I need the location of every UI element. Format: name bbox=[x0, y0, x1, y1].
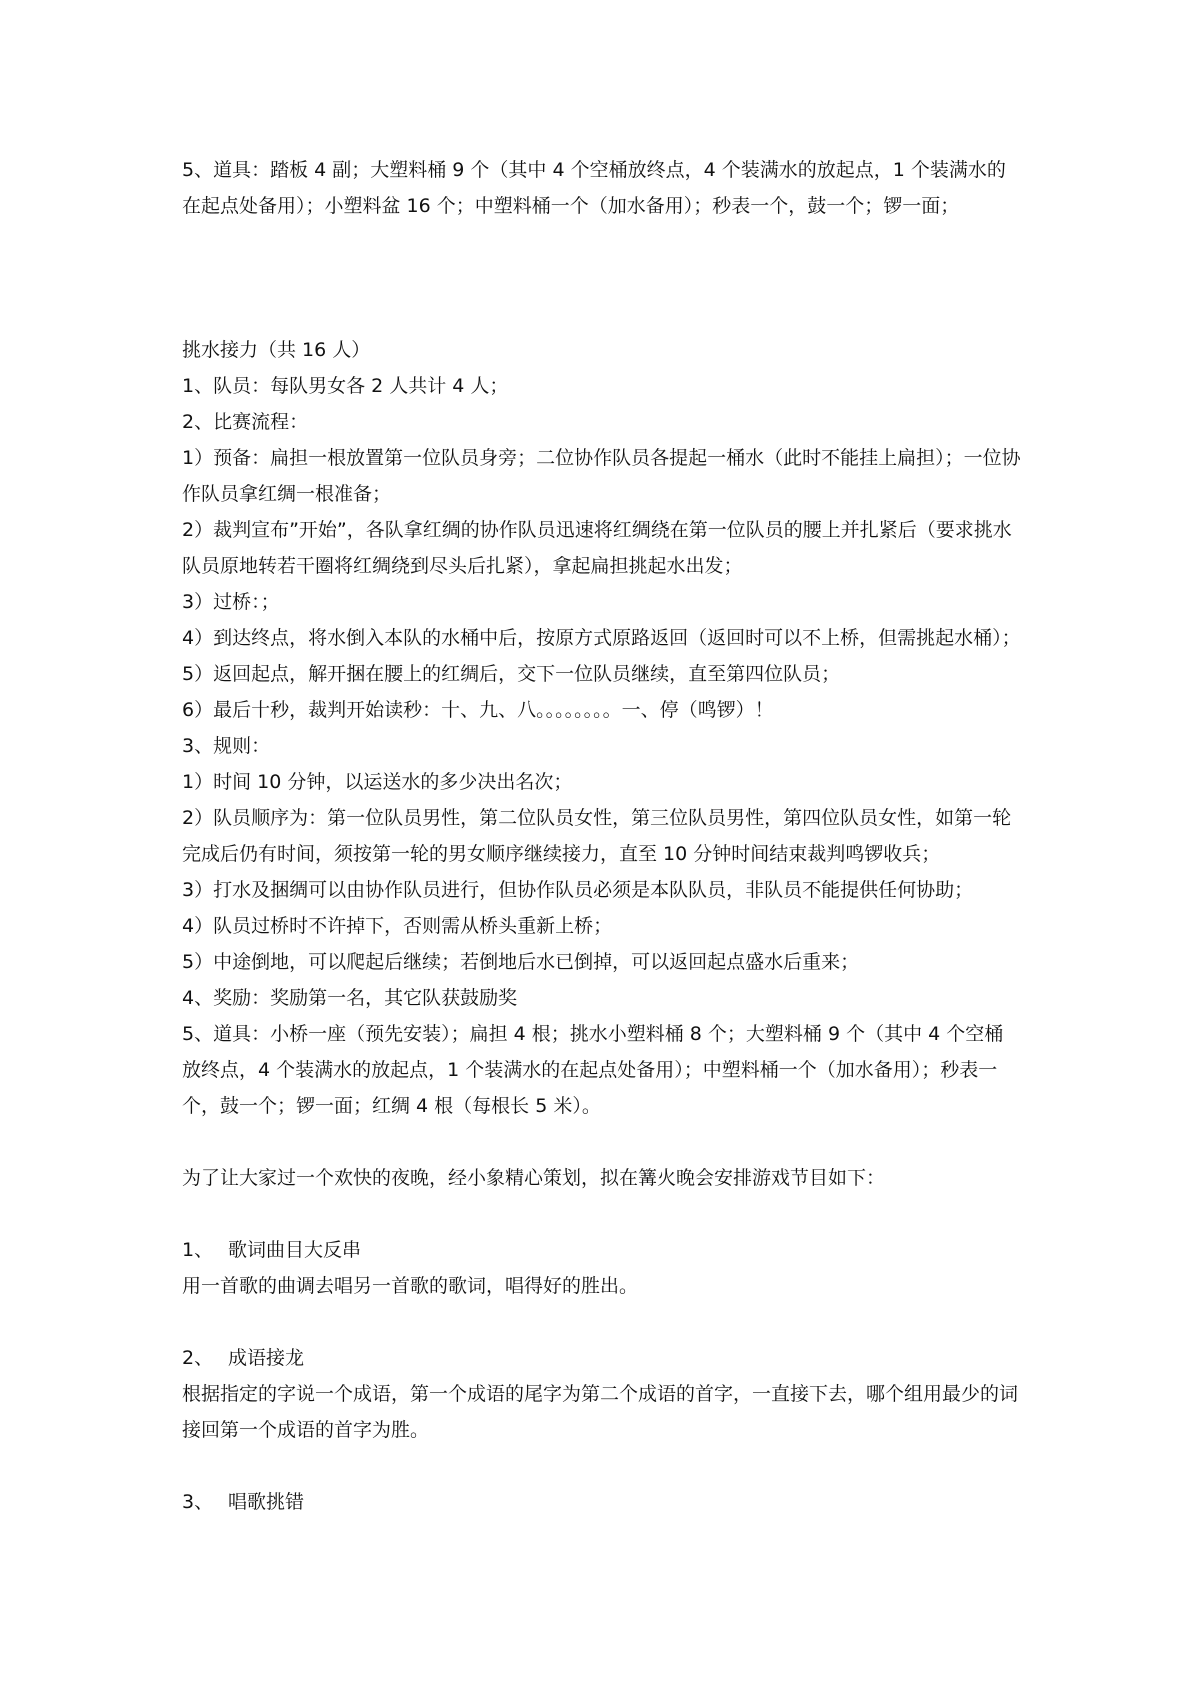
game-2-number: 2、 bbox=[182, 1347, 214, 1369]
relay-flow-step-1: 1）预备：扁担一根放置第一位队员身旁；二位协作队员各提起一桶水（此时不能挂上扁担）；一位协作队员拿红绸一根准备； bbox=[182, 447, 1021, 505]
relay-rule-4: 4）队员过桥时不许掉下，否则需从桥头重新上桥； bbox=[182, 915, 613, 937]
game-2-description: 根据指定的字说一个成语，第一个成语的尾字为第二个成语的首字，一直接下去，哪个组用最少的词接回第一个成语的首字为胜。 bbox=[182, 1383, 1019, 1441]
relay-rule-1: 1）时间 10 分钟，以运送水的多少决出名次； bbox=[182, 771, 573, 793]
relay-rule-3: 3）打水及捆绸可以由协作队员进行，但协作队员必须是本队队员，非队员不能提供任何协助； bbox=[182, 879, 974, 901]
relay-props: 5、道具：小桥一座（预先安装）；扁担 4 根；挑水小塑料桶 8 个；大塑料桶 9 个（其中 4 个空桶放终点，4 个装满水的放起点，1 个装满水的在起点处备用）；中塑料桶一个（加水备用）；秒表一个，鼓一个；锣一面；红绸 4 根（每根长 5 米）。 bbox=[182, 1023, 1004, 1117]
section-spacer bbox=[182, 224, 1022, 332]
games-intro: 为了让大家过一个欢快的夜晚，经小象精心策划，拟在篝火晚会安排游戏节目如下： bbox=[182, 1167, 886, 1189]
section-spacer bbox=[182, 1304, 1022, 1340]
relay-flow-step-3: 3）过桥：； bbox=[182, 591, 280, 613]
section-spacer bbox=[182, 1124, 1022, 1160]
game-3-heading bbox=[182, 1484, 1022, 1520]
relay-flow-step-2: 2）裁判宣布”开始”，各队拿红绸的协作队员迅速将红绸绕在第一位队员的腰上并扎紧后（要求挑水队员原地转若干圈将红绸绕到尽头后扎紧），拿起扁担挑起水出发； bbox=[182, 519, 1012, 577]
relay-rules-heading: 3、规则： bbox=[182, 735, 271, 757]
relay-flow-heading: 2、比赛流程： bbox=[182, 411, 309, 433]
game-3-title: 唱歌挑错 bbox=[228, 1491, 305, 1513]
game-2-heading bbox=[182, 1340, 1022, 1376]
game-1-title: 歌词曲目大反串 bbox=[228, 1239, 362, 1261]
game-1-description: 用一首歌的曲调去唱另一首歌的歌词，唱得好的胜出。 bbox=[182, 1275, 639, 1297]
game-1-number: 1、 bbox=[182, 1239, 214, 1261]
relay-flow-step-5: 5）返回起点，解开捆在腰上的红绸后，交下一位队员继续，直至第四位队员； bbox=[182, 663, 841, 685]
document-body bbox=[182, 152, 1022, 1520]
relay-rule-5: 5）中途倒地，可以爬起后继续；若倒地后水已倒掉，可以返回起点盛水后重来； bbox=[182, 951, 860, 973]
relay-reward: 4、奖励：奖励第一名，其它队获鼓励奖 bbox=[182, 987, 518, 1009]
relay-flow-step-6: 6）最后十秒，裁判开始读秒：十、九、八。。。。。。。。一、停（鸣锣）！ bbox=[182, 699, 774, 721]
section-spacer bbox=[182, 1448, 1022, 1484]
props-item-5: 5、道具：踏板 4 副；大塑料桶 9 个（其中 4 个空桶放终点，4 个装满水的放起点，1 个装满水的在起点处备用）；小塑料盆 16 个；中塑料桶一个（加水备用）；秒表一个，鼓一个；锣一面； bbox=[182, 159, 1006, 217]
section-spacer bbox=[182, 1196, 1022, 1232]
game-2-title: 成语接龙 bbox=[228, 1347, 305, 1369]
game-1-heading bbox=[182, 1232, 1022, 1268]
relay-rule-2: 2）队员顺序为：第一位队员男性，第二位队员女性，第三位队员男性，第四位队员女性，如第一轮完成后仍有时间，须按第一轮的男女顺序继续接力，直至 10 分钟时间结束裁判鸣锣收兵； bbox=[182, 807, 1012, 865]
game-3-number: 3、 bbox=[182, 1491, 214, 1513]
relay-members: 1、队员：每队男女各 2 人共计 4 人； bbox=[182, 375, 509, 397]
relay-flow-step-4: 4）到达终点，将水倒入本队的水桶中后，按原方式原路返回（返回时可以不上桥，但需挑起水桶）； bbox=[182, 627, 1021, 649]
relay-title: 挑水接力（共 16 人） bbox=[182, 339, 371, 361]
